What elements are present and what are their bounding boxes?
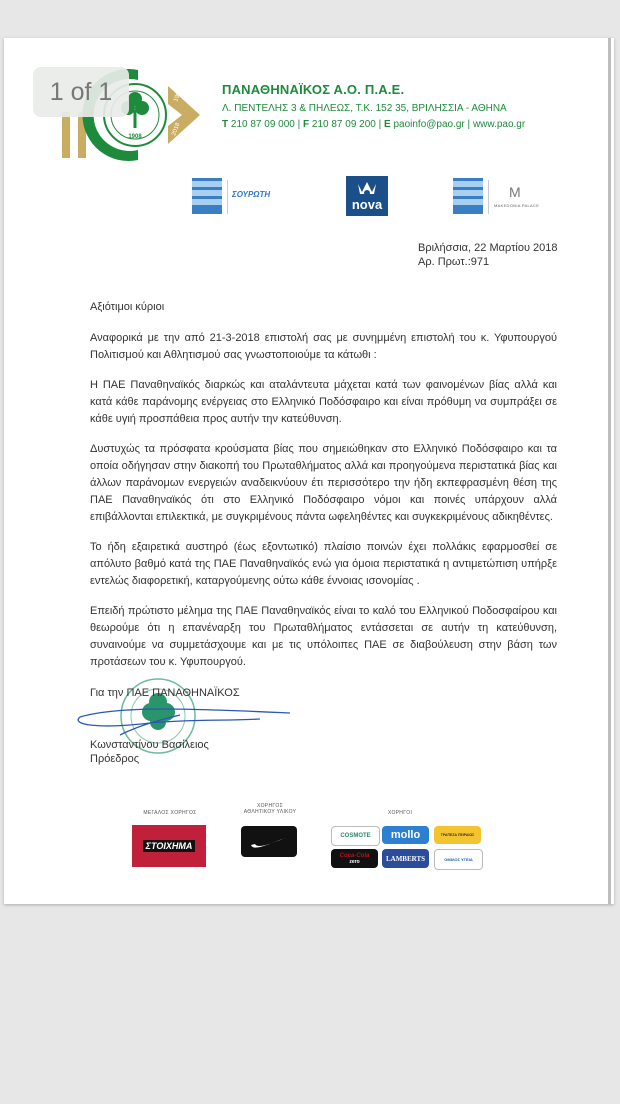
letterhead bbox=[222, 82, 525, 130]
sponsor-nova bbox=[346, 176, 388, 216]
logo-badge-year: 1908 bbox=[128, 134, 142, 140]
protocol-number: Αρ. Πρωτ.:971 bbox=[418, 256, 490, 268]
mollo-wordmark: mollo bbox=[390, 829, 421, 841]
organization-address: Λ. ΠΕΝΤΕΛΗΣ 3 & ΠΗΛΕΩΣ, Τ.Κ. 152 35, ΒΡΙΛΗΣΣΙΑ - ΑΘΗΝΑ bbox=[222, 103, 507, 114]
paragraph: Δυστυχώς τα πρόσφατα κρούσματα βίας που σημειώθηκαν στο Ελληνικό Ποδόσφαιρο και τα οποία οδήγησαν στην διακοπή του Πρωταθλήματος αλλά και προηγούμενα περιστατικά βίας και άλλων παράνομων ενεργειών αναδεικνύουν έτι περισσότερο την ήδη εκπεφρασμένη θέση της ΠΑΕ Παναθηναϊκός ότι στο Ελληνικό Ποδόσφαιρο νόμοι και ποινές υπάρχουν αλλά επιβάλλονται επιλεκτικά, με συγκριμένους πάντα ωφεληθέντες και συγκεκριμένους αδικηθέντες. bbox=[90, 443, 557, 523]
signatory-title: Πρόεδρος bbox=[90, 753, 140, 765]
date-block bbox=[418, 241, 558, 269]
hygeia-wordmark: ΟΜΙΛΟΣ ΥΓΕΙΑ bbox=[444, 857, 473, 862]
major-sponsor-label: ΜΕΓΑΛΟΣ ΧΟΡΗΓΟΣ bbox=[143, 810, 197, 816]
organization-name: ΠΑΝΑΘΗΝΑΪΚΟΣ Α.Ο. Π.Α.Ε. bbox=[222, 82, 405, 97]
logo-gold-bar-1 bbox=[62, 112, 70, 158]
cosmote-wordmark: COSMOTE bbox=[340, 833, 371, 839]
makedonia-palace-m: M bbox=[509, 184, 521, 200]
paragraph: Το ήδη εξαιρετικά αυστηρό (έως εξοντωτικό) πλαίσιο ποινών έχει πολλάκις εφαρμοσθεί σε απόλυτο βαθμό κατά της ΠΑΕ Παναθηναϊκός ενώ για όμοια περιστατικά η αντιμετώπιση υπήρξε εντελώς διαφορετική, καταργούμενης ούτω κάθε έννοιας ισονομίας . bbox=[90, 541, 557, 587]
letter-body bbox=[90, 299, 557, 684]
sponsor-piraeus bbox=[434, 826, 481, 844]
phone-number: 210 87 09 000 bbox=[230, 119, 295, 130]
sponsor-hygeia bbox=[434, 849, 483, 870]
sponsors-label: ΧΟΡΗΓΟΙ bbox=[387, 810, 413, 816]
contact-line: T 210 87 09 000 | F 210 87 09 200 | E paoinfo@pao.gr | www.pao.gr bbox=[222, 119, 526, 130]
sponsor-coca-cola-zero bbox=[331, 849, 378, 868]
divider bbox=[227, 180, 228, 214]
nova-wordmark: nova bbox=[351, 197, 383, 212]
superleague-logo bbox=[192, 178, 222, 214]
coca-cola-script: Coca-Cola bbox=[339, 852, 370, 859]
lamberts-wordmark: LAMBERTS bbox=[385, 854, 426, 863]
nike-swoosh-icon bbox=[249, 834, 289, 850]
place-date: Βριλήσσια, 22 Μαρτίου 2018 bbox=[418, 242, 558, 254]
email-label: E bbox=[384, 119, 391, 130]
phone-label: T bbox=[222, 119, 229, 130]
zero-wordmark: zero bbox=[349, 858, 360, 865]
paragraph: Επειδή πρώτιστο μέλημα της ΠΑΕ Παναθηναϊκός είναι το καλό του Ελληνικού Ποδοσφαίρου και θεωρούμε ότι η επανέναρξη του Πρωταθλήματος εντάσσεται σε αυτήν τη κατεύθυνση, συναινούμε να συμμετάσχουμε και με τις υπόλοιπες ΠΑΕ σε διαβούλευση στην βάση των προτάσεων του κ. Υφυπουργού. bbox=[90, 605, 557, 668]
sponsor-cosmote bbox=[331, 826, 380, 846]
logo-year-bottom: 2018 bbox=[171, 122, 182, 137]
website-link[interactable]: www.pao.gr bbox=[472, 119, 526, 130]
scrollbar[interactable] bbox=[608, 38, 611, 904]
divider bbox=[488, 180, 489, 214]
sponsor-mollo bbox=[382, 826, 429, 844]
logo-year-top: 1908 bbox=[173, 88, 184, 103]
makedonia-palace-text: MAKEDONIA PALACE bbox=[494, 203, 540, 208]
signatory-name: Κωνσταντίνου Βασίλειος bbox=[90, 739, 209, 751]
major-sponsor-logo bbox=[132, 825, 206, 867]
page-indicator: 1 of 1 bbox=[33, 67, 129, 117]
kit-sponsor-label bbox=[235, 803, 305, 815]
fax-number: 210 87 09 200 bbox=[311, 119, 376, 130]
kit-sponsor-logo bbox=[241, 826, 297, 857]
kit-label-line-2: ΑΘΛΗΤΙΚΟΥ ΥΛΙΚΟΥ bbox=[243, 809, 297, 815]
signature-block bbox=[90, 686, 240, 766]
superleague-logo bbox=[453, 178, 483, 214]
sponsor-lamberts bbox=[382, 849, 429, 868]
paragraph: Η ΠΑΕ Παναθηναϊκός διαρκώς και αταλάντευτα μάχεται κατά των φαινομένων βίας αλλά και κατά κάθε παράνομης ενέργειας στο Ελληνικό Ποδόσφαιρο και είναι πρόθυμη να συμπράξει σε κάθε υγιή προσπάθεια προς αυτήν την κατεύθυνση. bbox=[90, 379, 557, 425]
stoiximan-wordmark: ΣΤΟΙΧΗΜΑ bbox=[143, 840, 196, 852]
sourōti-logo: ΣΟΥΡΩΤΗ bbox=[232, 190, 271, 199]
piraeus-wordmark: ΤΡΑΠΕΖΑ ΠΕΙΡΑΙΩΣ bbox=[440, 833, 475, 837]
salutation: Αξιότιμοι κύριοι bbox=[90, 301, 165, 313]
signature-for-line: Για την ΠΑΕ ΠΑΝΑΘΗΝΑΪΚΟΣ bbox=[90, 687, 240, 699]
fax-label: F bbox=[303, 119, 310, 130]
paragraph: Αναφορικά με την από 21-3-2018 επιστολή σας με συνημμένη επιστολή του κ. Υφυπουργού Πολιτισμού και Αθλητισμού σας γνωστοποιούμε τα κάτωθι : bbox=[90, 332, 557, 361]
kit-label-line-1: ΧΟΡΗΓΟΣ bbox=[256, 803, 283, 809]
email-link[interactable]: paoinfo@pao.gr bbox=[393, 119, 465, 130]
